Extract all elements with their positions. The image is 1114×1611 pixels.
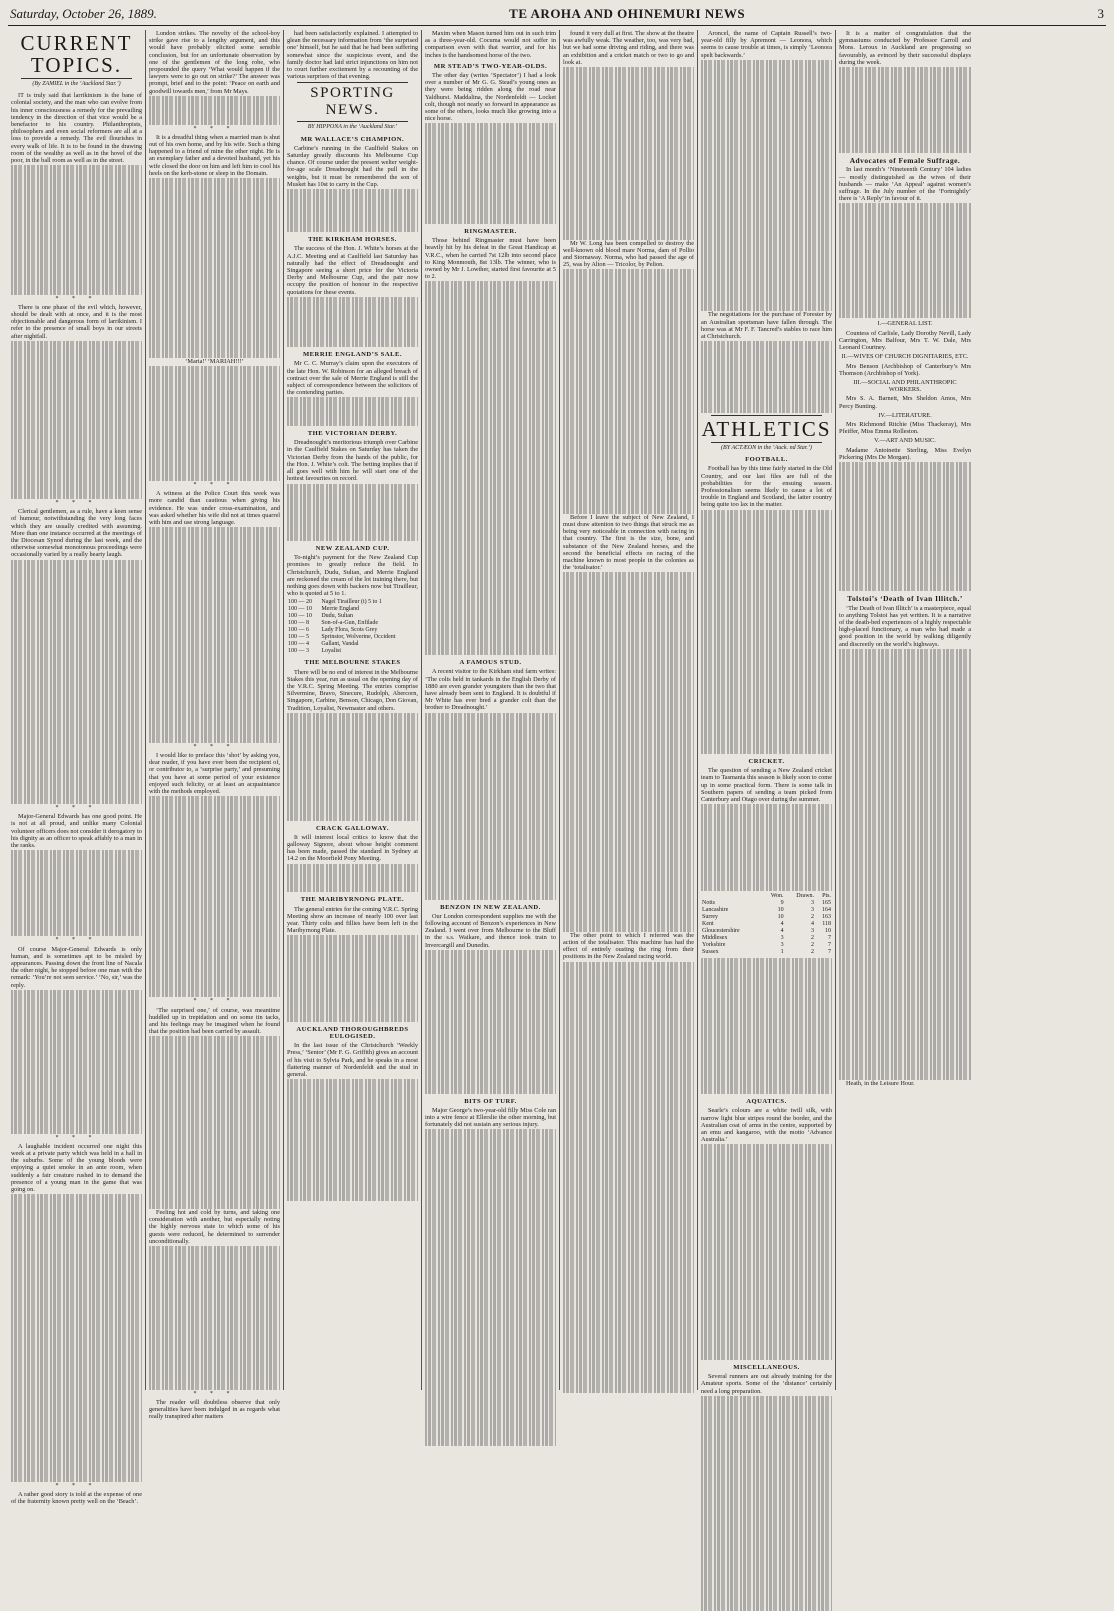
column-header: Pts.: [822, 892, 831, 899]
text-continuation: [287, 297, 418, 347]
section-break: * * *: [193, 481, 236, 488]
odds-row: [287, 620, 418, 627]
county-county: Kent: [702, 920, 714, 927]
section-break: * * *: [55, 1134, 98, 1141]
section-break: * * *: [55, 804, 98, 811]
article-paragraph: Carbine’s running in the Caulfield Stakes on Saturday greatly discounts his Melbourne Cup chance. Of course under the present welter weight-for-age scale Dreadnought had the pull in the weights, but it must be remembered the son of Musket has 10st to carry in the Cup.: [287, 144, 418, 188]
horse-name: Sprinstor, Wolverine, Occident: [321, 634, 396, 641]
horse-name: Merrie England: [321, 606, 360, 613]
subheading: THE MELBOURNE STAKES: [304, 659, 401, 667]
article-paragraph: Aroncel, the name of Captain Russell’s two-year-old filly by Apremont — Leonora, which seems to cause trouble at times, is simply ‘Leonora spelt backwards.’: [701, 30, 832, 59]
issue-date: Saturday, October 26, 1889.: [10, 6, 157, 21]
article-paragraph: There is one phase of the evil which, however, should be dealt with at once, and it is the most objectionable and dangerous form of larrikinism. I refer to the presence of small boys in our streets after nightfall.: [11, 303, 142, 340]
article-paragraph: The question of sending a New Zealand cricket team to Tasmania this season is likely soon to come up in some practical form. There is some talk in Southern papers of sending a team picked from Canterbury and Otago over during the summer.: [701, 767, 832, 804]
county-table: [701, 893, 832, 956]
text-continuation: [11, 341, 142, 499]
horse-name: Gallant, Vandal: [321, 641, 359, 648]
article-paragraph: Clerical gentlemen, as a rule, have a keen sense of humour, notwithstanding the very long faces which they are usually credited with assuming. More than one instance occurred at the meetings of the Diocesan Synod during the last week, and the otherwise somewhat monotonous proceedings were occasionally varied by a really hearty laugh.: [11, 508, 142, 559]
county-drawn: 3: [811, 906, 815, 913]
subheading: RINGMASTER.: [464, 228, 517, 236]
quoted-cry: ‘Maria!’ ‘MARIAH!!!’: [185, 357, 244, 365]
sporting-news-byline: BY HIPPONA in the ‘Auckland Star.’: [307, 124, 398, 131]
text-continuation: [701, 1144, 832, 1360]
text-continuation: [425, 950, 556, 1094]
subheading: THE MARIBYRNONG PLATE.: [300, 896, 405, 904]
county-drawn: 2: [811, 934, 815, 941]
table-row: [701, 928, 832, 935]
text-continuation: [11, 1194, 142, 1482]
divider: [21, 78, 132, 79]
list-heading: V.—ART AND MUSIC.: [874, 437, 936, 445]
odds-value: 100 — 10: [288, 606, 312, 613]
text-continuation: [287, 397, 418, 426]
horse-name: Son-of-a-Gun, Enfilade: [321, 620, 378, 627]
article-paragraph: The other point to which I referred was the action of the totalisator. This machine has had the effect of entirely ousting the ring from their positions in the New Zealand racing world.: [563, 931, 694, 961]
column-5: [560, 30, 698, 1390]
text-continuation: [563, 269, 694, 513]
article-paragraph: Football has by this time fairly started in the Old Country, and our last files are full of the probabilities for the ensuing season. Professionalism seems likely to cause a lot of trouble in England and Scotland, the latter country being quite too lax in the matter.: [701, 465, 832, 509]
article-paragraph: A recent visitor to the Kirkham stud farm writes: ‘The colts held in tankards in the English Derby of 1880 are even grander youngsters than the two that have already been sent to England. It is doubtful if Mr White has ever bred a grander colt than the brother to Dreadnought.’: [425, 668, 556, 712]
article-paragraph: ‘The Death of Ivan Illitch’ is a masterpiece, equal to anything Tolstoi has yet written. It is a narrative of the death-bed experiences of a highly respectable high-placed functionary, a man who had made a good position in the world by walking diligently and discreetly on the world’s highways.: [839, 604, 971, 648]
article-paragraph: Several runners are out already training for the Amateur sports. Some of the ‘distance’ certainly need a long preparation.: [701, 1373, 832, 1395]
article-paragraph: Mr C. C. Murray’s claim upon the executors of the late Hon. W. Robinson for an alleged breach of contract over the sale of Merrie England is still the subject of correspondence between the solicitors of the contending parties.: [287, 360, 418, 397]
subheading: AQUATICS.: [746, 1098, 787, 1106]
column-1: [8, 30, 146, 1506]
section-break: * * *: [193, 998, 236, 1005]
odds-table: [287, 599, 418, 655]
county-county: Surrey: [702, 913, 718, 920]
article-paragraph: It will interest local critics to know that the galloway Signore, about whose height comment has been made, passed the standard in Sydney at 14.2 on the Moorfield Pony Meeting.: [287, 833, 418, 863]
article-paragraph: Searle’s colours are a white twill silk, with narrow light blue stripes round the border, and the Australian coat of arms in the centre, supported by an emu and kangaroo, with the motto ‘Advance Australia.’: [701, 1107, 832, 1144]
horse-name: Dudu, Sultan: [321, 613, 353, 620]
county-won: 9: [780, 899, 784, 906]
divider: [297, 82, 408, 83]
column-6: [698, 30, 836, 1395]
column-header: Drawn.: [796, 892, 815, 899]
list-item: Madame Antoinette Sterling, Miss Evelyn Pickering (Mrs De Morgan).: [839, 446, 971, 461]
list-heading: I.—GENERAL LIST.: [877, 320, 933, 328]
article-paragraph: Of course Major-General Edwards is only human, and is sometimes apt to be misled by appearances. Passing down the front line of Nacala the other night, he stopped before one man with the remark: ‘You’re not seen service.’ ‘No, sir,’ was the reply.: [11, 945, 142, 989]
subheading: CRACK GALLOWAY.: [316, 824, 389, 832]
county-pts: 165: [822, 899, 831, 906]
county-county: Middlesex: [702, 934, 728, 941]
article-paragraph: Before I leave the subject of New Zealand, I must draw attention to two things that struck me as being very noticeable in connection with racing in that country. The first is the size, bone, and substance of the New Zealand horses, and the second the beneficial effects on racing of the machine known to most people in the colonies as the ‘totalisator.’: [563, 513, 694, 572]
text-continuation: [425, 713, 556, 900]
table-row: [701, 949, 832, 956]
text-continuation: [149, 527, 280, 743]
article-paragraph: A laughable incident occurred one night this week at a private party which was held in a hall in the suburbs. Some of the young bloods were enjoying a quiet smoke in an ante room, when suddenly a fair creature rushed in to demand the presence of a young man in the game that was going on.: [11, 1142, 142, 1194]
text-continuation: [425, 1129, 556, 1445]
odds-row: [287, 634, 418, 641]
county-pts: 164: [822, 906, 831, 913]
article-paragraph: ‘The surprised one,’ of course, was meantime huddled up in trepidation and on some tin tacks, and his feelings may be imagined when he found that the position had been carried by assault.: [149, 1006, 280, 1036]
county-pts: 163: [822, 913, 831, 920]
horse-name: Nagel Tirailleur (t) 5 to 1: [321, 599, 382, 606]
columns: [8, 30, 1106, 1506]
table-row: [701, 935, 832, 942]
horse-name: Loyalist: [321, 648, 341, 655]
table-row: [701, 914, 832, 921]
list-item: Mrs Richmond Ritchie (Miss Thackeray), Mrs Pfeiffer, Miss Emma Rolleston.: [839, 420, 971, 436]
article-paragraph: London strikes. The novelty of the school-boy strike gave rise to a lengthy argument, and this would have probably elicited some sensible conclusion, but for an unfortunate observation by one of the gentlemen of the long robe, who propounded the query ‘What would happen if the lawyers were to go out on strike?’ The answer was prompt, brief and to the point: ‘Peace on earth and goodwill towards men,’ from Mr Mays.: [149, 30, 280, 95]
county-won: 3: [780, 934, 784, 941]
text-continuation: [287, 935, 418, 1021]
sporting-news-heading: SPORTING NEWS.: [310, 85, 395, 119]
article-paragraph: The general entries for the coming V.R.C. Spring Meeting show an increase of nearly 100 over last year. Thirty colts and fillies have been left in the Maribyrnong Plate.: [287, 905, 418, 935]
text-continuation: [425, 123, 556, 224]
county-won: 1: [780, 948, 784, 955]
odds-row: [287, 606, 418, 613]
county-pts: 7: [828, 948, 831, 955]
masthead: [8, 6, 1106, 26]
table-row: [701, 921, 832, 928]
article-paragraph: Major George’s two-year-old filly Miss Cole ran into a wire fence at Ellerslie the other morning, but fortunately did not sustain any serious injury.: [425, 1106, 556, 1129]
text-continuation: [701, 510, 832, 754]
subheading: THE KIRKHAM HORSES.: [308, 236, 397, 244]
horse-name: Lady Flora, Scots Grey: [321, 627, 378, 634]
article-paragraph: Maxim when Mason turned him out in such trim as a three-year-old. Cocuma would not suffer in comparison even with that warrior, and for his inches is the handsomest horse of the two.: [425, 30, 556, 59]
section-break: * * *: [55, 295, 98, 302]
odds-row: [287, 648, 418, 655]
article-paragraph: IT is truly said that larrikinism is the bane of colonial society, and the man who can evolve from his inner consciousness a remedy for the prevailing tendency in the direction of that vice would be a benefactor to his country. Philanthropists, philosophers and even social reformers are all at a loss to provide a remedy. The evil flourishes in every walk of life. It is to be found in the drawing room of the wealthy as well as in the hovel of the poor, in the ball room as well as in the street.: [11, 92, 142, 165]
signatories-list: [839, 320, 971, 460]
divider: [711, 415, 822, 416]
list-item: Mrs Benson (Archbishop of Canterbury’s Mrs Thomson (Archbishop of York).: [839, 362, 971, 377]
article-paragraph: There will be no end of interest in the Melbourne Stakes this year, run as usual on the opening day of the V.R.C. Spring Meeting. The entries comprise Silvermine, Bravo, Sinecure, Rudolph, Abercorn, Singapore, Carbine, Benson, Chicago, Don Giovan, Tradition, Loyalist, Newmaster and others.: [287, 668, 418, 712]
article-paragraph: I would like to preface this ‘shot’ by asking you, dear reader, if you have ever been the recipient of, or contributor to, a ‘surprise party,’ and presuming that you have at some period of your existence enjoyed such felicity, or at least an acquaintance with the methods employed.: [149, 751, 280, 795]
text-continuation: [287, 713, 418, 821]
athletics-byline: (BY ACTÆON in the ‘Auck. nd Star.’): [721, 445, 812, 452]
odds-row: [287, 599, 418, 606]
text-continuation: [839, 649, 971, 1080]
odds-row: [287, 627, 418, 634]
county-county: Yorkshire: [702, 941, 726, 948]
text-continuation: [11, 560, 142, 804]
text-continuation: [563, 962, 694, 1393]
article-paragraph: The negotiations for the purchase of Forester by an Australian sportsman have fallen through. The horse was at Mr F. F. Tancred’s stables to race him at Christchurch.: [701, 311, 832, 340]
article-paragraph: In last month’s ‘Nineteenth Century’ 104 ladies — mostly distinguished as the wives of their husbands — make ‘An Appeal’ against women’s suffrage. In the July number of the ‘Fortnightly’ there is ‘A Reply’ in favour of it.: [839, 166, 971, 203]
county-drawn: 2: [811, 941, 815, 948]
subheading: FOOTBALL.: [745, 456, 788, 464]
table-row: [701, 907, 832, 914]
county-won: 4: [780, 927, 784, 934]
column-7: [836, 30, 974, 1390]
table-row: [701, 942, 832, 949]
county-drawn: 2: [811, 948, 815, 955]
county-county: Lancashire: [702, 906, 729, 913]
section-break: * * *: [193, 743, 236, 750]
article-paragraph: Mr W. Long has been compelled to destroy the well-known old blood mare Norma, dam of Pollio and Stornaway. Norma, who had passed the age of 25, was by Alton — Tricolor, by Pelion.: [563, 239, 694, 269]
county-won: 10: [777, 906, 784, 913]
article-paragraph: Feeling hot and cold by turns, and taking one consideration with another, but especially noting the highly nervous state to which some of his guests were reduced, he determined to surrender unconditionally.: [149, 1208, 280, 1245]
text-continuation: [287, 189, 418, 232]
list-item: Mrs S. A. Barnett, Mrs Sheldon Amos, Mrs Percy Bunting.: [839, 395, 971, 410]
text-continuation: [149, 1036, 280, 1209]
text-continuation: [839, 67, 971, 153]
article-paragraph: A witness at the Police Court this week was more candid than cautious when giving his evidence. He was under cross-examination, and was asked whether his wife did not at times quarrel with him and use strong language.: [149, 490, 280, 526]
list-item: Countess of Carlisle, Lady Dorothy Nevill, Lady Carrington, Mrs Balfour, Mrs T. W. Dale, Mrs Leonard Courtney.: [839, 329, 971, 352]
text-continuation: [701, 60, 832, 312]
county-won: 4: [780, 920, 784, 927]
section-break: * * *: [55, 499, 98, 506]
list-heading: II.—WIVES OF CHURCH DIGNITARIES, ETC.: [841, 353, 969, 361]
text-continuation: [563, 572, 694, 931]
text-continuation: [149, 366, 280, 481]
column-4: [422, 30, 560, 1390]
article-paragraph: found it very dull at first. The show at the theatre was awfully weak. The weather, too, was very bad, but we had some driving and riding, and there was an exhibition and a cricket match or two to go and look at.: [563, 30, 694, 66]
athletics-heading: ATHLETICS: [701, 417, 832, 442]
county-drawn: 4: [811, 920, 815, 927]
county-county: Sussex: [702, 948, 719, 955]
text-continuation: [149, 96, 280, 125]
text-continuation: [425, 281, 556, 655]
odds-value: 100 — 3: [288, 648, 309, 655]
odds-value: 100 — 10: [288, 613, 312, 620]
article-paragraph: The success of the Hon. J. White’s horses at the A.J.C. Meeting and at Caulfield last Saturday has naturally had the effect of Dreadnought and Singapore seeing a short price for the Victoria Derby and Melbourne Cup, and the pair now occupy the position of honour in the respective quotations for these events.: [287, 245, 418, 296]
divider: [711, 442, 822, 443]
odds-row: [287, 641, 418, 648]
county-won: 3: [780, 941, 784, 948]
county-pts: 10: [825, 927, 831, 934]
text-continuation: [11, 850, 142, 936]
article-paragraph: Dreadnought’s meritorious triumph over Carbine in the Caulfield Stakes on Saturday has taken the Victorian Derby from the hands of the public, for the Hon. J. White’s colt. The betting implies that if all goes well with him he will start one of the hottest favourites on record.: [287, 439, 418, 483]
text-continuation: [11, 990, 142, 1134]
subheading: MR STEAD’S TWO-YEAR-OLDS.: [433, 62, 548, 70]
article-paragraph: had been satisfactorily explained. I attempted to glean the necessary information from ‘the surprised one’ himself, but he said that he had been suffering somewhat since the suspicious event, and the family doctor had laid strict injunctions on him not to court further excitement by a recounting of the various surprises of that evening.: [287, 30, 418, 81]
subheading: MERRIE ENGLAND’S SALE.: [302, 351, 403, 359]
text-continuation: [839, 462, 971, 591]
county-drawn: 3: [811, 927, 815, 934]
subheading: THE VICTORIAN DERBY.: [307, 430, 398, 438]
odds-value: 100 — 5: [288, 634, 309, 641]
article-paragraph: Our London correspondent supplies me with the following account of Benzon’s experiences in New Zealand. I went over from Melbourne to the Bluff in the s.s. Waikare, and thence took train to Invercargill and Dunedin.: [425, 912, 556, 949]
county-county: Notts: [702, 899, 716, 906]
text-continuation: [701, 341, 832, 413]
subheading: CRICKET.: [748, 758, 785, 766]
odds-value: 100 — 6: [288, 627, 309, 634]
article-paragraph: Major-General Edwards has one good point. He is not at all proud, and unlike many Colonial volunteer officers does not consider it derogatory to his dignity as an officer to speak affably to a man in the ranks.: [11, 813, 142, 849]
subheading: AUCKLAND THOROUGHBREDS EULOGISED.: [296, 1025, 409, 1040]
list-heading: III.—SOCIAL AND PHILANTHROPIC WORKERS.: [853, 378, 957, 394]
article-paragraph: The other day (writes ‘Spectator’) I had a look over a number of Mr G. G. Stead’s young ones as they were being ridden along the road near Yaldhurst. Maddalina, the Nordenfeldt — Locket colt, though not nearly so forward in appearance as some of the others, looks much like growing into a nice horse.: [425, 72, 556, 123]
section-break: * * *: [55, 937, 98, 944]
text-continuation: [563, 67, 694, 240]
subheading: NEW ZEALAND CUP.: [315, 545, 390, 552]
text-continuation: [287, 484, 418, 542]
page-number: 3: [1097, 6, 1104, 21]
text-continuation: [11, 165, 142, 294]
text-continuation: [701, 804, 832, 890]
column-3: [284, 30, 422, 1390]
current-topics-byline: (By ZAMIEL in the ‘Auckland Star.’): [32, 81, 121, 87]
odds-value: 100 — 20: [288, 599, 312, 606]
newspaper-title: TE AROHA AND OHINEMURI NEWS: [509, 6, 746, 21]
text-continuation: [149, 796, 280, 997]
county-county: Gloucestershire: [702, 927, 740, 934]
subheading: A FAMOUS STUD.: [459, 659, 522, 667]
text-continuation: [149, 1246, 280, 1390]
current-topics-heading: CURRENT TOPICS.: [20, 31, 133, 77]
subheading: Tolstoi’s ‘Death of Ivan Illitch.’: [847, 594, 963, 604]
subheading: MR WALLACE’S CHAMPION.: [300, 135, 405, 143]
article-signoff: Heath, in the Leisure Hour.: [846, 1079, 915, 1087]
county-pts: 7: [828, 941, 831, 948]
county-drawn: 2: [811, 913, 815, 920]
text-continuation: [701, 958, 832, 1095]
county-won: 10: [777, 913, 784, 920]
subheading: Advocates of Female Suffrage.: [849, 156, 961, 166]
text-continuation: [287, 864, 418, 893]
column-header: Won.: [770, 892, 784, 899]
article-paragraph: It is a matter of congratulation that the gymnasiums conducted by Professor Carroll and Mons. Leroux in Auckland are progressing so favourably, as evinced by their successful displays during the week.: [839, 30, 971, 66]
subheading: MISCELLANEOUS.: [733, 1363, 800, 1371]
county-drawn: 3: [811, 899, 815, 906]
article-paragraph: The reader will doubtless observe that only generalities have been indulged in as regards what really transpired after matters: [149, 1398, 280, 1421]
text-continuation: [149, 178, 280, 358]
section-break: * * *: [55, 1482, 98, 1489]
list-heading: IV.—LITERATURE.: [878, 411, 932, 419]
text-continuation: [287, 1079, 418, 1201]
odds-value: 100 — 8: [288, 620, 309, 627]
county-pts: 7: [828, 934, 831, 941]
column-2: [146, 30, 284, 1421]
subheading: BITS OF TURF.: [464, 1097, 517, 1105]
article-paragraph: A rather good story is told at the expense of one of the fraternity known pretty well on the ‘Beach’.: [11, 1490, 142, 1506]
subheading: BENZON IN NEW ZEALAND.: [440, 903, 541, 911]
county-pts: 118: [822, 920, 831, 927]
article-paragraph: In the last issue of the Christchurch ‘Weekly Press,’ ‘Sentor’ (Mr F. G. Griffith) gives an account of his visit to Sylvia Park, and he speaks in a most flattering manner of Nordenfeldt and the stud in general.: [287, 1042, 418, 1078]
table-row: [701, 900, 832, 907]
article-paragraph: It is a dreadful thing when a married man is shut out of his own home, and by his wife. Such a thing happened to a friend of mine the other night. He is an exemplary father and a devoted husband, yet his wife closed the door on him and left him to cool his heels on the kerb-stone or sleep in the Domain.: [149, 133, 280, 177]
section-break: * * *: [193, 1390, 236, 1397]
divider: [297, 121, 408, 122]
text-continuation: [701, 1396, 832, 1611]
article-paragraph: Those behind Ringmaster must have been heavily hit by his defeat in the Great Handicap at V.R.C., when he carried 7st 12lb into second place to King Monmouth, 8st 13lb. The winner, who is owned by Mr J. Lowther, started first favourite at 5 to 2.: [425, 237, 556, 281]
odds-value: 100 — 4: [288, 641, 309, 648]
article-paragraph: To-night’s payment for the New Zealand Cup promises to greatly reduce the field. In Christchurch, Dudu, Sultan, and Merrie England are reckoned the cream of the lot training there, but nothing goes down with backers now but Tirailleur, who is quoted at 5 to 1.: [287, 554, 418, 598]
section-break: * * *: [193, 125, 236, 132]
text-continuation: [839, 203, 971, 318]
